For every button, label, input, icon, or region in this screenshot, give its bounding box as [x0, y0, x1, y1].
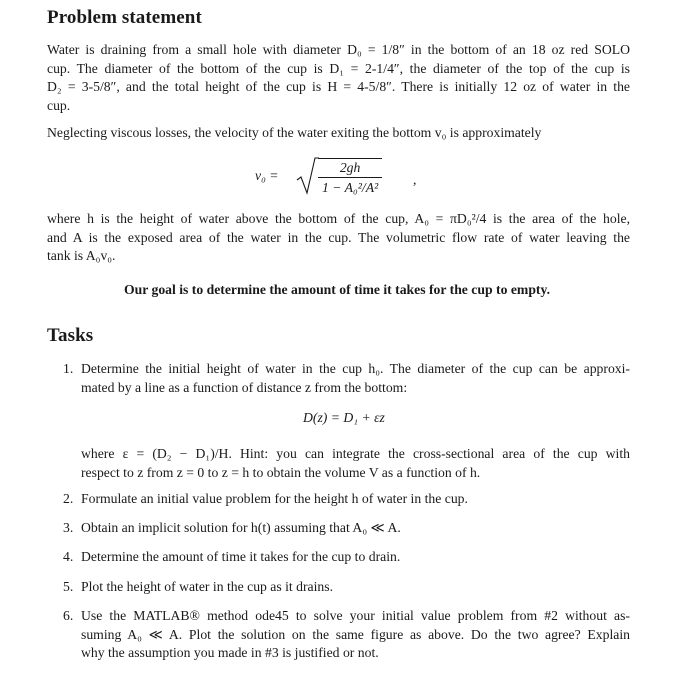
text-line: and A is the exposed area of the water in the cup. The volumetric flow rate of water leaving the: [47, 229, 630, 245]
task-number: 3.: [63, 520, 74, 535]
task-1-body: [81, 360, 630, 397]
task-text: Formulate an initial value problem for the height h of water in the cup.: [81, 491, 468, 506]
diameter-equation: D(z) = D₁ + εz: [303, 410, 385, 425]
task-text: Determine the amount of time it takes for the cup to drain.: [81, 549, 401, 564]
tasks-heading: Tasks: [47, 325, 94, 346]
task-text: Plot the height of water in the cup as it drains.: [81, 579, 334, 594]
text-line: suming A₀ ≪ A. Plot the solution on the same figure as above. Do the two agree? Explain: [81, 626, 630, 642]
task-number: 2.: [63, 491, 74, 506]
text-line: Neglecting viscous losses, the velocity of the water exiting the bottom v₀ is approximately: [47, 125, 542, 140]
task-number: 6.: [63, 608, 74, 623]
text-line: cup.: [47, 97, 71, 113]
task-text: Obtain an implicit solution for h(t) assuming that A₀ ≪ A.: [81, 520, 401, 535]
task-number: 4.: [63, 549, 74, 564]
text-line: why the assumption you made in #3 is justified or not.: [81, 645, 379, 661]
text-line: tank is A₀v₀.: [47, 248, 116, 264]
text-line: D₂ = 3-5/8″, and the total height of the cup is H = 4-5/8″. There is initially 12 oz of water in the: [47, 79, 630, 95]
fraction-denominator: 1 − A₀²/A²: [322, 180, 379, 195]
text-line: where ε = (D₂ − D₁)/H. Hint: you can integrate the cross-sectional area of the cup with: [81, 446, 630, 461]
text-line: Determine the initial height of water in the cup h₀. The diameter of the cup can be approxi-: [81, 361, 630, 376]
problem-heading: Problem statement: [47, 7, 202, 28]
text-line: where h is the height of water above the bottom of the cup, A₀ = πD₀²/4 is the area of the hole,: [47, 211, 630, 226]
task-1-hint: [81, 445, 630, 482]
text-line: Water is draining from a small hole with diameter D₀ = 1/8″ in the bottom of an 18 oz red SOLO: [47, 42, 630, 57]
text-line: mated by a line as a function of distance z from the bottom:: [81, 379, 408, 395]
text-line: Use the MATLAB® method ode45 to solve your initial value problem from #2 without as-: [81, 608, 630, 623]
task-number: 5.: [63, 579, 74, 594]
goal-statement: Our goal is to determine the amount of time it takes for the cup to empty.: [123, 282, 551, 297]
text-line: respect to z from z = 0 to z = h to obtain the volume V as a function of h.: [81, 464, 481, 480]
task-list: [63, 0, 633, 692]
equation-lhs: v₀ =: [255, 168, 279, 183]
equation-trailing-comma: ,: [413, 172, 417, 187]
task-6-body: [81, 607, 630, 663]
text-line: cup. The diameter of the bottom of the cup is D₁ = 2-1/4″, the diameter of the top of the cup is: [47, 60, 630, 76]
fraction-numerator: 2gh: [318, 160, 382, 178]
task-number: 1.: [63, 361, 74, 376]
